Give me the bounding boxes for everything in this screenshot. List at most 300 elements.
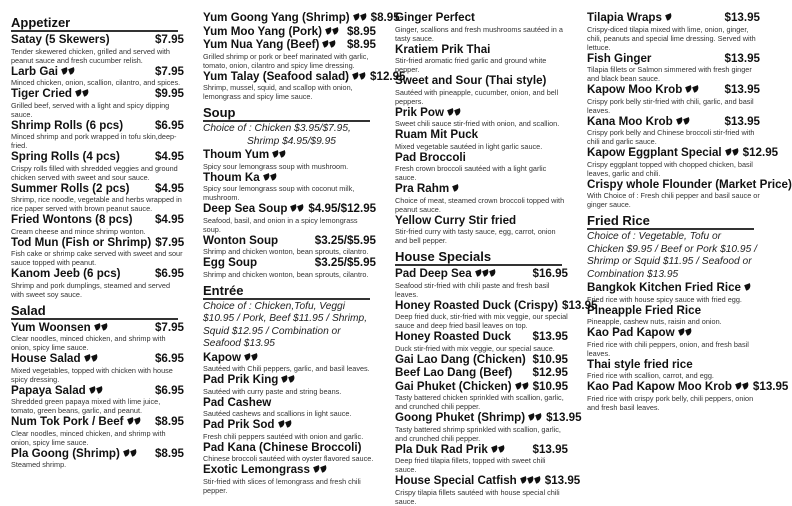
menu-item-name: Yum Nua Yang (Beef) <box>203 38 320 51</box>
menu-item-price: $13.95 <box>544 474 581 487</box>
menu-item-description: Stir-fried aromatic fried garlic and ground white pepper. <box>395 56 547 74</box>
menu-item-header <box>395 43 568 57</box>
menu-item-price: $9.95 <box>154 87 184 100</box>
menu-item-price: $12.95 <box>532 366 568 379</box>
chili-pepper-icon <box>452 184 460 192</box>
menu-item-header <box>395 366 568 380</box>
menu-item-title <box>395 353 526 367</box>
menu-item-header <box>587 11 760 25</box>
menu-item-price: $6.95 <box>154 352 184 365</box>
menu-item-name: Summer Rolls (2 pcs) <box>11 181 130 195</box>
menu-item <box>395 214 568 246</box>
menu-item-name: Yellow Curry Stir fried <box>395 213 517 227</box>
menu-item-title <box>395 43 490 57</box>
menu-item-title <box>203 25 339 39</box>
menu-item-title <box>203 441 362 455</box>
menu-item <box>395 151 568 183</box>
menu-item-header <box>11 321 184 335</box>
chili-rating <box>281 373 295 386</box>
menu-item-header <box>203 38 376 52</box>
menu-item-price: $7.95 <box>154 64 184 78</box>
chili-pepper-icon <box>491 445 499 453</box>
menu-item-name: Pad Kana (Chinese Broccoli) <box>203 440 362 454</box>
menu-item-description: Sautéed with Chili peppers, garlic, and basil leaves. <box>203 364 370 373</box>
menu-item-header <box>11 87 184 101</box>
menu-item-name: Deep Sea Soup <box>203 202 288 215</box>
menu-item-price: $7.95 <box>154 33 184 46</box>
menu-item <box>395 182 568 214</box>
menu-item-price: $4.95 <box>154 150 184 163</box>
menu-item-header <box>395 353 568 367</box>
menu-item-description: Fried rice with scallion, carrot, and egg. <box>587 371 714 380</box>
menu-item-name: Shrimp Rolls (6 pcs) <box>11 118 124 132</box>
menu-item-name: Ginger Perfect <box>395 11 475 24</box>
menu-item-description: Duck stir-fried with mix veggie, our special sauce. <box>395 343 555 353</box>
menu-item-name: Tod Mun (Fish or Shrimp) <box>11 235 152 249</box>
chili-pepper-icon <box>68 67 76 75</box>
menu-item-name: Satay (5 Skewers) <box>11 33 110 46</box>
menu-item <box>395 366 568 380</box>
chili-rating <box>353 11 367 24</box>
menu-item-description: Minced shrimp and pork wrapped in tofu skin,deep-fried. <box>11 132 177 150</box>
chili-pepper-icon <box>91 354 99 362</box>
menu-item <box>203 38 376 70</box>
menu-item-description: Mixed vegetables, topped with chicken with house spicy dressing. <box>11 365 173 384</box>
chili-pepper-icon <box>683 117 691 125</box>
menu-item-title <box>395 366 512 380</box>
chili-pepper-icon <box>82 89 90 97</box>
menu-item-description: Shrimp, rice noodle, vegetable and herbs wrapped in rice paper served with brown peanut sauce. <box>11 195 182 213</box>
menu-item-header <box>587 177 792 192</box>
menu-item-header <box>395 411 582 425</box>
menu-column <box>192 0 406 495</box>
menu-item-title <box>11 384 103 398</box>
menu-item-description: Pineapple, cashew nuts, raisin and onion. <box>587 317 722 326</box>
menu-item-description: Fresh chili peppers sautéed with onion and garlic. <box>203 431 364 441</box>
chili-rating <box>447 106 461 119</box>
menu-item-description: Crispy tilapia fillets sautéed with house special chili sauce. <box>395 487 560 506</box>
menu-item-description: Mixed vegetable sautéed in light garlic sauce. <box>395 141 543 151</box>
menu-item <box>11 182 184 214</box>
chili-rating <box>89 384 103 397</box>
chili-pepper-icon <box>515 382 523 390</box>
menu-item-header <box>395 380 568 394</box>
menu-item-price: $16.95 <box>532 267 568 280</box>
menu-item-price: $6.95 <box>154 383 184 397</box>
menu-item-header <box>395 214 568 228</box>
menu-item-price: $13.95 <box>724 11 760 24</box>
menu-item <box>11 236 184 268</box>
menu-item-title <box>587 146 739 160</box>
chili-rating <box>313 463 327 476</box>
menu-item-price: $12.95 <box>370 69 406 83</box>
menu-item-name: Sweet and Sour (Thai style) <box>395 74 547 87</box>
menu-item-name: Kao Pad Kapow <box>587 326 675 339</box>
menu-item-name: Prik Pow <box>395 105 444 119</box>
menu-item-name: Spring Rolls (4 pcs) <box>11 150 120 163</box>
menu-item-name: Larb Gai <box>11 64 59 78</box>
menu-item-description: Stir-fried with slices of lemongrass and fresh chili pepper. <box>203 476 361 495</box>
menu-item <box>587 83 760 115</box>
menu-item <box>203 463 376 495</box>
price-choice-note: Choice of : Chicken $3.95/$7.95, <box>203 123 351 134</box>
menu-item-title <box>395 151 466 165</box>
chili-rating <box>322 38 336 51</box>
menu-item-title <box>203 463 327 477</box>
chili-rating <box>528 411 542 424</box>
menu-item <box>203 69 406 102</box>
menu-item-header <box>203 11 400 25</box>
menu-item-description: Clear noodles, minced chicken, and shrimp with onion, spicy lime sauce. <box>11 334 166 352</box>
menu-item-title <box>203 70 366 84</box>
menu-item-name: Kana Moo Krob <box>587 114 673 128</box>
menu-item-title <box>587 281 751 295</box>
menu-item-title <box>395 299 558 313</box>
menu-item-name: House Salad <box>11 352 81 365</box>
menu-item-title <box>203 202 304 216</box>
menu-item-header <box>587 146 779 160</box>
menu-item-header <box>395 11 568 25</box>
menu-item <box>395 298 598 331</box>
menu-item-name: Pad Deep Sea <box>395 267 472 280</box>
chili-rating <box>685 83 699 96</box>
menu-item-name: Exotic Lemongrass <box>203 463 310 476</box>
menu-column <box>576 0 792 466</box>
menu-item-price: $10.95 <box>532 379 569 393</box>
menu-item-name: Kratiem Prik Thai <box>395 42 491 56</box>
menu-item-description: Crispy-diced tilapia mixed with lime, onion, ginger, chili, peanuts and special lime dressing. Served with lettuce. <box>587 24 756 52</box>
chili-rating <box>75 87 89 100</box>
menu-item-title <box>11 65 75 79</box>
menu-item <box>587 146 779 178</box>
menu-item-price: $13.95 <box>546 411 582 424</box>
menu-item <box>11 321 184 353</box>
menu-item-title <box>395 380 529 394</box>
menu-item-title <box>11 267 121 281</box>
menu-item-title <box>203 373 295 387</box>
menu-item-title <box>395 74 546 88</box>
menu-item-description: Tilapia fillets or Salmon simmered with fresh ginger and black bean sauce. <box>587 65 752 83</box>
menu-item-header <box>587 281 760 295</box>
menu-item-name: Thoum Yum <box>203 148 270 161</box>
menu-item <box>203 351 376 374</box>
menu-item <box>587 11 760 52</box>
menu-item-description: Crispy pork belly stir-fried with chili, garlic, and basil leaves. <box>587 96 754 115</box>
chili-pepper-icon <box>130 449 138 457</box>
menu-item <box>395 330 568 353</box>
menu-item <box>203 25 376 39</box>
menu-item-name: Kapow <box>203 350 242 364</box>
chili-pepper-icon <box>692 85 700 93</box>
chili-rating <box>452 182 459 195</box>
menu-item-name: Thoum Ka <box>203 170 260 184</box>
menu-item-price: $13.95 <box>752 380 789 393</box>
chili-rating <box>491 443 505 456</box>
chili-rating <box>263 171 277 184</box>
menu-item-header <box>395 443 568 457</box>
menu-item <box>203 234 376 257</box>
menu-item-title <box>11 352 98 366</box>
menu-item-description: Crispy rolls filled with shredded veggies and ground chicken served with sweet and sour sauce. <box>11 163 178 182</box>
menu-item-name: Crispy whole Flounder (Market Price) <box>587 177 792 191</box>
menu-item-title <box>11 150 120 164</box>
menu-item-price: $8.95 <box>154 446 184 460</box>
menu-item-header <box>395 74 568 88</box>
menu-item <box>587 304 760 327</box>
menu-item-description: Shrimp and pork dumplings, steamed and served with sweet soy sauce. <box>11 280 170 299</box>
menu-item-price: $13.95 <box>724 83 760 96</box>
menu-item <box>11 447 184 470</box>
menu-item <box>395 43 568 75</box>
chili-rating <box>725 146 739 159</box>
chili-rating <box>84 352 98 365</box>
menu-item-description: Choice of meat, steamed crown broccoli topped with peanut sauce. <box>395 195 565 214</box>
menu-item-description: Shrimp, mussel, squid, and scallop with onion, lemongrass and spicy lime sauce. <box>203 83 353 101</box>
menu-item-name: Beef Lao Dang (Beef) <box>395 366 513 379</box>
menu-item-title <box>203 418 292 432</box>
menu-item-description: Stir-fried curry with tasty sauce, egg, carrot, onion and bell pepper. <box>395 227 556 245</box>
chili-pepper-icon <box>123 449 131 457</box>
menu-item-header <box>203 418 376 432</box>
chili-pepper-icon <box>279 150 287 158</box>
section-heading: House Specials <box>395 249 562 266</box>
menu-item-name: Goong Phuket (Shrimp) <box>395 411 526 424</box>
menu-item <box>395 74 568 106</box>
chili-rating <box>475 267 496 280</box>
chili-pepper-icon <box>332 27 340 35</box>
menu-item-header <box>587 52 760 66</box>
chili-pepper-icon <box>94 323 102 331</box>
menu-item-title <box>11 213 133 227</box>
menu-item <box>587 281 760 304</box>
menu-item-description: Minced chicken, onion, scallion, cilantro, and spices. <box>11 78 181 87</box>
menu-item-name: Kapow Eggplant Special <box>587 146 722 159</box>
section-heading: Soup <box>203 105 370 122</box>
menu-item <box>395 411 582 443</box>
chili-pepper-icon <box>298 204 306 212</box>
menu-item-description: Spicy sour lemongrass soup with mushroom. <box>203 161 349 171</box>
menu-item-price: $12.95 <box>742 146 779 159</box>
menu-item-title <box>11 182 130 196</box>
menu-item-price: $4.95 <box>154 213 184 226</box>
menu-item-title <box>587 115 690 129</box>
chili-rating <box>665 11 672 24</box>
menu-item-name: Ruam Mit Puck <box>395 128 479 141</box>
chili-pepper-icon <box>101 323 109 331</box>
menu-item-name: Tilapia Wraps <box>587 11 662 24</box>
chili-pepper-icon <box>134 417 142 425</box>
chili-pepper-icon <box>320 465 328 473</box>
chili-rating <box>520 474 541 487</box>
menu-item-header <box>203 148 376 162</box>
menu-item <box>11 213 184 236</box>
chili-pepper-icon <box>498 445 506 453</box>
chili-rating <box>352 70 366 83</box>
menu-item-header <box>587 358 760 372</box>
menu-item-title <box>395 443 505 457</box>
menu-item-name: Honey Roasted Duck <box>395 330 511 343</box>
chili-pepper-icon <box>744 283 752 291</box>
menu-item-title <box>395 128 478 142</box>
menu-item-price: $6.95 <box>154 267 184 280</box>
chili-rating <box>735 380 749 393</box>
chili-pepper-icon <box>489 269 497 277</box>
menu-item-header <box>395 267 568 281</box>
menu-item <box>11 384 184 416</box>
chili-pepper-icon <box>732 148 740 156</box>
menu-item <box>203 171 376 203</box>
menu-item-header <box>11 236 184 250</box>
menu-item-name: Kapow Moo Krob <box>587 83 683 96</box>
menu-column <box>384 0 598 506</box>
chili-pepper-icon <box>685 328 693 336</box>
menu-item-description: Shrimp and chicken wonton, bean sprouts, cilantro. <box>203 269 369 279</box>
menu-item-name: House Special Catfish <box>395 474 517 487</box>
menu-item-title <box>395 182 459 196</box>
menu-item-description: Sweet chili sauce stir-fried with onion, and scallion. <box>395 119 560 128</box>
menu-item <box>203 148 376 171</box>
menu-item-description: Cream cheese and mince shrimp wonton. <box>11 226 146 236</box>
menu-item <box>11 119 184 151</box>
chili-pepper-icon <box>89 386 97 394</box>
menu-item <box>11 352 184 384</box>
menu-item-header <box>11 65 184 79</box>
menu-item-price: $4.95 <box>154 181 184 195</box>
menu-item-header <box>203 441 376 455</box>
chili-rating <box>290 202 304 215</box>
chili-rating <box>123 447 137 460</box>
menu-item-name: Egg Soup <box>203 256 258 269</box>
menu-item-title <box>587 304 701 318</box>
menu-item <box>11 65 184 88</box>
menu-item-name: Yum Moo Yang (Pork) <box>203 24 322 38</box>
menu-item-header <box>587 380 789 394</box>
chili-rating <box>272 148 286 161</box>
chili-pepper-icon <box>96 386 104 394</box>
menu-item-title <box>395 11 475 25</box>
menu-item-price: $4.95/$12.95 <box>308 202 377 215</box>
menu-item-title <box>11 415 141 429</box>
menu-item-title <box>11 447 137 461</box>
chili-pepper-icon <box>534 476 542 484</box>
menu-item-price: $6.95 <box>154 118 184 132</box>
menu-item-name: Pad Prik King <box>203 373 279 386</box>
menu-item <box>587 326 760 358</box>
menu-item-price: $3.25/$5.95 <box>314 233 376 247</box>
chili-rating <box>94 321 108 334</box>
section-heading: Salad <box>11 303 178 320</box>
menu-item-description: Tasty battered chicken sprinkled with scallion, garlic, and crunched chili pepper. <box>395 393 564 411</box>
menu-item-name: Gai Phuket (Chicken) <box>395 379 512 393</box>
chili-rating <box>61 65 75 78</box>
menu-item-description: Tender skewered chicken, grilled and served with peanut sauce and fresh cucumber relish. <box>11 46 170 65</box>
menu-item-description: Sautéed with pineapple, cucumber, onion, and bell peppers. <box>395 87 559 106</box>
menu-item-title <box>587 83 699 97</box>
menu-item-title <box>11 321 108 335</box>
menu-item <box>395 380 568 412</box>
menu-item-name: Gai Lao Dang (Chicken) <box>395 352 526 366</box>
menu-item-description: Shrimp and chicken wonton, bean sprouts, cilantro. <box>203 247 369 256</box>
menu-item-description: Sautéed cashews and scallions in light sauce. <box>203 409 352 418</box>
menu-item-header <box>11 150 184 164</box>
menu-item-title <box>11 33 110 47</box>
menu-item <box>203 396 376 419</box>
menu-item-header <box>203 256 376 270</box>
menu-item <box>203 11 400 25</box>
menu-item <box>203 256 376 279</box>
menu-item-description: Grilled shrimp or pork or beef marinated with garlic, tomato, onion, cilantro and spicy lime dressing. <box>203 51 369 70</box>
menu-item-name: Fried Wontons (8 pcs) <box>11 213 133 226</box>
menu-item <box>587 115 760 147</box>
menu-item-name: Pla Duk Rad Prik <box>395 442 488 456</box>
menu-item-price: $13.95 <box>532 330 568 343</box>
menu-item-name: Bangkok Kitchen Fried Rice <box>587 281 741 294</box>
menu-item-header <box>203 373 376 387</box>
menu-item-name: Yum Woonsen <box>11 320 91 334</box>
menu-item-description: Seafood, basil, and onion in a spicy lemongrass soup. <box>203 215 358 234</box>
menu-item <box>203 202 376 234</box>
menu-item <box>587 380 789 412</box>
menu-item <box>11 33 184 65</box>
menu-item-description: Grilled beef, served with a light and spicy dipping sauce. <box>11 100 170 119</box>
menu-item-description: With Choice of : Fresh chili pepper and basil sauce or ginger sauce. <box>587 191 760 209</box>
menu-item <box>11 267 184 299</box>
menu-item-description: Sautéed with curry paste and string beans. <box>203 386 342 396</box>
menu-item-description: Chinese broccoli sautéed with oyster flavored sauce. <box>203 454 374 463</box>
menu-item-price: $13.95 <box>532 442 568 456</box>
menu-item-name: Pad Cashew <box>203 395 272 409</box>
menu-item-header <box>11 447 184 461</box>
menu-column <box>0 0 192 469</box>
menu-item-title <box>395 106 461 120</box>
menu-item-header <box>203 351 376 365</box>
menu-item-price: $8.95 <box>346 38 376 51</box>
menu-item-title <box>203 38 336 52</box>
menu-item-title <box>587 178 792 192</box>
section-heading: Fried Rice <box>587 213 754 230</box>
menu-item-name: Pra Rahm <box>395 182 450 195</box>
section-heading: Entrée <box>203 283 370 300</box>
menu-item-price: $3.25/$5.95 <box>314 256 376 269</box>
chili-pepper-icon <box>263 173 271 181</box>
menu-item <box>395 11 568 43</box>
chili-pepper-icon <box>535 413 543 421</box>
menu-item-description: Fresh crown broccoli sautéed with a light garlic sauce. <box>395 164 547 182</box>
chili-pepper-icon <box>251 353 259 361</box>
chili-pepper-icon <box>665 13 673 21</box>
menu-item-description: Fried rice with house spicy sauce with fried egg. <box>587 294 742 304</box>
menu-item <box>203 373 376 396</box>
menu-item-name: Num Tok Pork / Beef <box>11 415 124 428</box>
menu-item-header <box>395 330 568 344</box>
menu-item-header <box>395 128 568 142</box>
menu-item-title <box>395 411 542 425</box>
chili-pepper-icon <box>359 72 367 80</box>
menu-item-name: Fish Ginger <box>587 51 652 65</box>
menu-item <box>203 441 376 464</box>
menu-item-title <box>203 256 257 270</box>
chili-pepper-icon <box>285 420 293 428</box>
menu-item-header <box>395 151 568 165</box>
chili-rating <box>325 25 339 38</box>
menu-item <box>587 52 760 84</box>
menu-item-price: $8.95 <box>370 11 400 24</box>
menu-item-header <box>587 115 760 129</box>
section-heading: Appetizer <box>11 15 178 32</box>
menu-item-description: Ginger, scallions and fresh mushrooms sautéed in a tasty sauce. <box>395 24 563 43</box>
menu-item-title <box>587 358 693 372</box>
menu-item-header <box>203 171 376 185</box>
